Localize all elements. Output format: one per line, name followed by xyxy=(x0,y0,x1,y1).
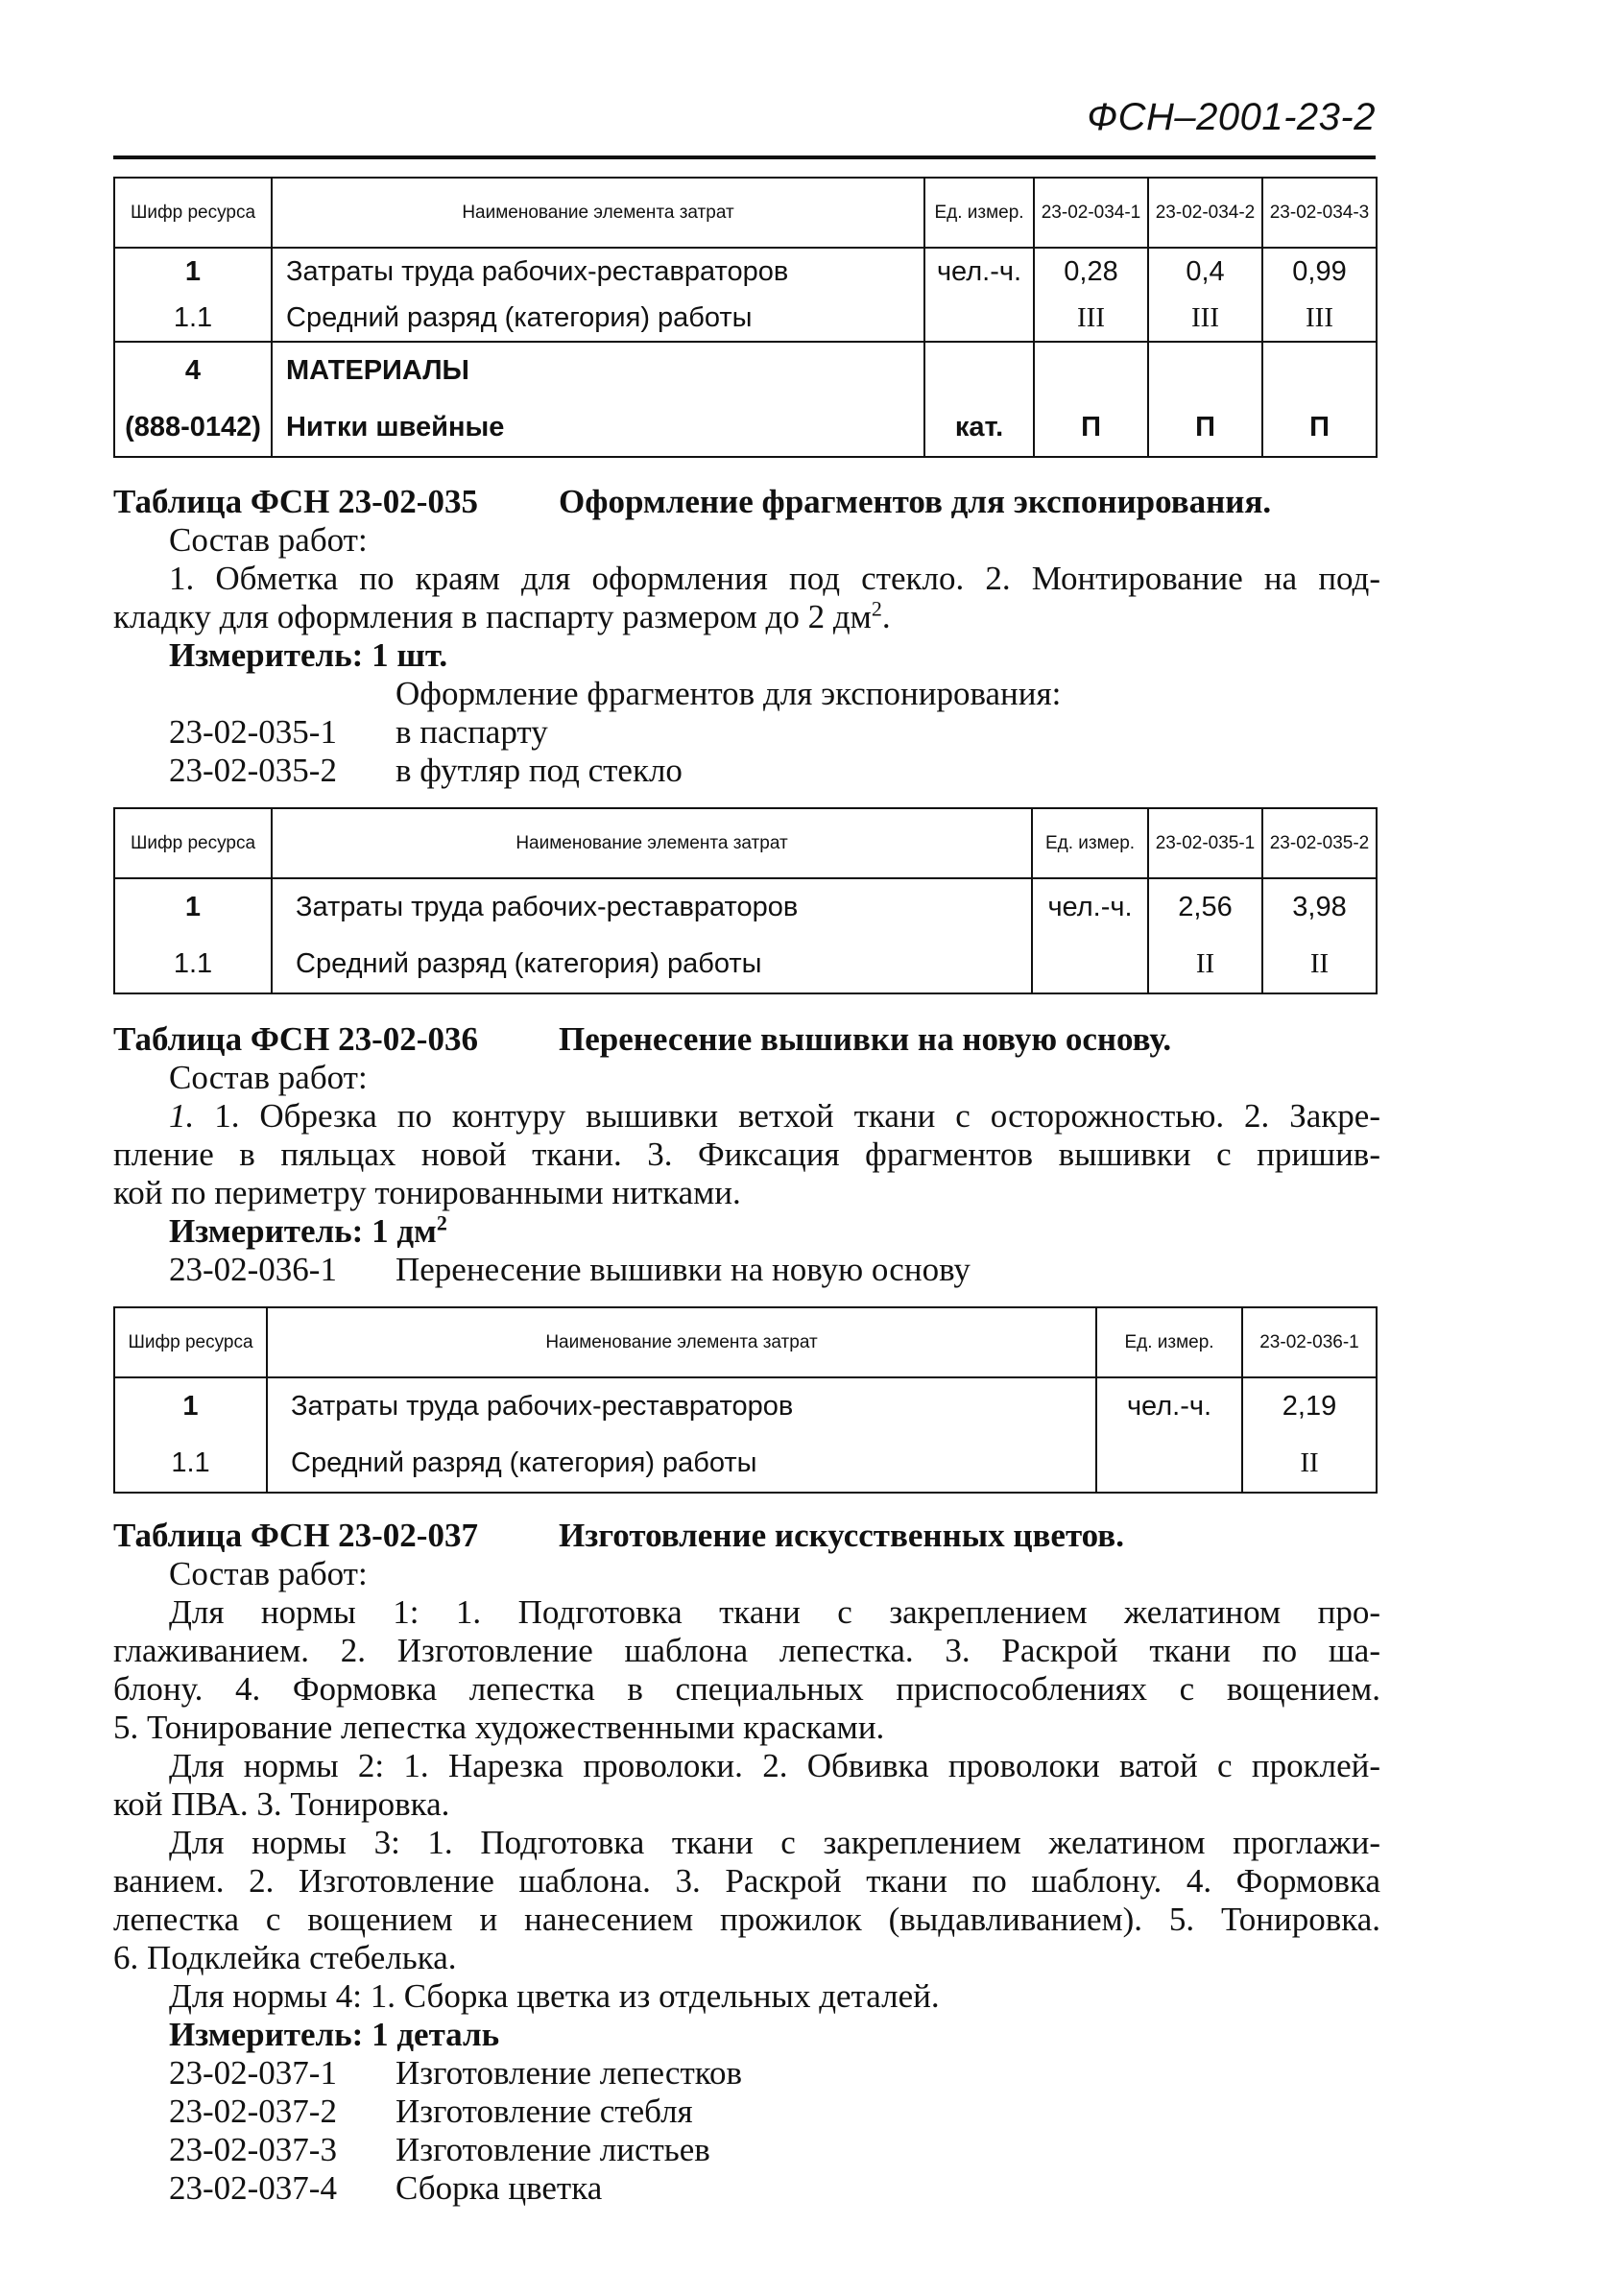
measure: Измеритель: 1 деталь xyxy=(169,2016,500,2053)
cell-code: 1 xyxy=(114,1377,267,1435)
col-header-code: Шифр ресурса xyxy=(114,1307,267,1377)
table-heading: Изготовление искусственных цветов. xyxy=(559,1517,1124,1554)
cell-code: 1 xyxy=(114,248,272,295)
cell-value: III xyxy=(1262,295,1377,342)
col-header-code: Шифр ресурса xyxy=(114,808,272,878)
cell-unit: чел.-ч. xyxy=(1096,1377,1242,1435)
norm-code: 23-02-035-1 xyxy=(169,713,337,751)
section-035 xyxy=(113,483,1380,790)
table-row xyxy=(114,878,1377,936)
norm-code: 23-02-037-4 xyxy=(169,2169,337,2207)
norm-text: Перенесение вышивки на новую основу xyxy=(396,1251,971,1288)
norm-item xyxy=(113,2131,1380,2169)
cell-code: (888-0142) xyxy=(114,399,272,457)
table-heading: Оформление фрагментов для экспонирования. xyxy=(559,483,1272,520)
superscript: 2 xyxy=(436,1210,447,1235)
cell-value: П xyxy=(1262,399,1377,457)
items-heading: Оформление фрагментов для экспонирования: xyxy=(396,675,1062,712)
cell-unit: чел.-ч. xyxy=(1032,878,1148,936)
col-header-code: Шифр ресурса xyxy=(114,178,272,248)
table-row xyxy=(114,399,1377,457)
col-header-norm: 23-02-034-3 xyxy=(1262,178,1377,248)
col-header-norm: 23-02-034-2 xyxy=(1148,178,1262,248)
cell-unit xyxy=(924,295,1034,342)
cell-value: III xyxy=(1034,295,1148,342)
norm-text: Изготовление листьев xyxy=(396,2131,710,2168)
table-row xyxy=(114,295,1377,342)
works-line: 1. Обметка по краям для оформления под стекло. 2. Монтирование на под- xyxy=(169,560,1380,597)
norm-text: в футляр под стекло xyxy=(396,752,683,789)
cell-name: Средний разряд (категория) работы xyxy=(267,1435,1096,1493)
superscript: 2 xyxy=(871,596,882,621)
cell-code: 1.1 xyxy=(114,936,272,993)
norm-item xyxy=(113,2169,1380,2208)
table-title xyxy=(113,483,1380,521)
norm-code: 23-02-037-3 xyxy=(169,2131,337,2168)
cell-value: П xyxy=(1034,399,1148,457)
norm-item xyxy=(113,713,1380,752)
works-line: Для нормы 2: 1. Нарезка проволоки. 2. Обвивка проволоки ватой с проклей- xyxy=(169,1747,1380,1784)
cell-unit: чел.-ч. xyxy=(924,248,1034,295)
norm-item xyxy=(113,2093,1380,2131)
col-header-norm: 23-02-036-1 xyxy=(1242,1307,1377,1377)
table-code: Таблица ФСН 23-02-037 xyxy=(113,1517,478,1554)
works-line: 5. Тонирование лепестка художественными красками. xyxy=(113,1709,885,1746)
cell-name: Затраты труда рабочих-реставраторов xyxy=(267,1377,1096,1435)
works-line: кой по периметру тонированными нитками. xyxy=(113,1174,741,1211)
table-row xyxy=(114,1435,1377,1493)
col-header-norm: 23-02-035-1 xyxy=(1148,808,1262,878)
works-line: лепестка с вощением и нанесением прожилок (выдавливанием). 5. Тонировка. xyxy=(113,1901,1380,1938)
cell-value: 2,56 xyxy=(1148,878,1262,936)
cell-unit xyxy=(1032,936,1148,993)
col-header-norm: 23-02-034-1 xyxy=(1034,178,1148,248)
measure: Измеритель: 1 шт. xyxy=(169,636,448,674)
cell-code: 1 xyxy=(114,878,272,936)
works-line: 6. Подклейка стебелька. xyxy=(113,1939,457,1976)
works-line-text: кладку для оформления в паспарту размером до 2 дм xyxy=(113,598,872,635)
table-row xyxy=(114,342,1377,399)
col-header-unit: Ед. измер. xyxy=(924,178,1034,248)
works-line: глаживанием. 2. Изготовление шаблона лепестка. 3. Раскрой ткани по ша- xyxy=(113,1632,1380,1669)
table-036 xyxy=(113,1306,1378,1494)
works-line: Для нормы 3: 1. Подготовка ткани с закреплением желатином проглажи- xyxy=(169,1824,1380,1861)
cell-code: 4 xyxy=(114,342,272,399)
cell-unit xyxy=(1096,1435,1242,1493)
cell-name: Затраты труда рабочих-реставраторов xyxy=(272,248,924,295)
table-heading: Перенесение вышивки на новую основу. xyxy=(559,1020,1172,1058)
norm-text: в паспарту xyxy=(396,713,548,751)
cell-value: II xyxy=(1148,936,1262,993)
col-header-unit: Ед. измер. xyxy=(1096,1307,1242,1377)
document-code: ФСН–2001-23-2 xyxy=(1087,96,1376,138)
norm-text: Изготовление лепестков xyxy=(396,2054,742,2092)
works-label: Состав работ: xyxy=(169,1555,368,1592)
measure xyxy=(113,1212,1380,1251)
cell-value: III xyxy=(1148,295,1262,342)
table-035 xyxy=(113,807,1378,994)
cell-value: 0,4 xyxy=(1148,248,1262,295)
norm-text: Изготовление стебля xyxy=(396,2093,693,2130)
table-header-row xyxy=(114,178,1377,248)
norm-code: 23-02-037-1 xyxy=(169,2054,337,2092)
cell-value xyxy=(1262,342,1377,399)
table-034 xyxy=(113,177,1378,458)
norm-code: 23-02-036-1 xyxy=(169,1251,337,1288)
norm-code: 23-02-037-2 xyxy=(169,2093,337,2130)
header-rule xyxy=(113,155,1376,159)
col-header-name: Наименование элемента затрат xyxy=(272,808,1032,878)
cell-value: 0,99 xyxy=(1262,248,1377,295)
norm-text: Сборка цветка xyxy=(396,2169,603,2207)
section-037 xyxy=(113,1517,1380,2208)
works-line: 1. 1. Обрезка по контуру вышивки ветхой ткани с осторожностью. 2. Закре- xyxy=(169,1097,1380,1135)
table-row xyxy=(114,1377,1377,1435)
norm-item xyxy=(113,752,1380,790)
works-line-end: . xyxy=(881,598,891,635)
cell-name: Средний разряд (категория) работы xyxy=(272,936,1032,993)
cell-unit xyxy=(924,342,1034,399)
cell-value xyxy=(1148,342,1262,399)
cell-name: МАТЕРИАЛЫ xyxy=(272,342,924,399)
cell-value: 0,28 xyxy=(1034,248,1148,295)
col-header-norm: 23-02-035-2 xyxy=(1262,808,1377,878)
works-line: блону. 4. Формовка лепестка в специальных приспособлениях с вощением. xyxy=(113,1670,1380,1708)
norm-item xyxy=(113,2054,1380,2093)
cell-unit: кат. xyxy=(924,399,1034,457)
works-line: Для нормы 1: 1. Подготовка ткани с закреплением желатином про- xyxy=(169,1593,1380,1631)
col-header-name: Наименование элемента затрат xyxy=(272,178,924,248)
norm-code: 23-02-035-2 xyxy=(169,752,337,789)
col-header-unit: Ед. измер. xyxy=(1032,808,1148,878)
table-code: Таблица ФСН 23-02-036 xyxy=(113,1020,478,1058)
cell-name: Затраты труда рабочих-реставраторов xyxy=(272,878,1032,936)
measure-text: Измеритель: 1 дм xyxy=(169,1212,437,1250)
table-row xyxy=(114,248,1377,295)
cell-value: II xyxy=(1242,1435,1377,1493)
table-code: Таблица ФСН 23-02-035 xyxy=(113,483,478,520)
works-line: ванием. 2. Изготовление шаблона. 3. Раскрой ткани по шаблону. 4. Формовка xyxy=(113,1862,1380,1900)
cell-value: П xyxy=(1148,399,1262,457)
table-title xyxy=(113,1517,1380,1555)
works-line xyxy=(113,598,1380,636)
cell-code: 1.1 xyxy=(114,1435,267,1493)
cell-value: II xyxy=(1262,936,1377,993)
works-label: Состав работ: xyxy=(169,1059,368,1096)
works-line: пление в пяльцах новой ткани. 3. Фиксация фрагментов вышивки с пришив- xyxy=(113,1136,1380,1173)
cell-value: 3,98 xyxy=(1262,878,1377,936)
works-line: Для нормы 4: 1. Сборка цветка из отдельных деталей. xyxy=(169,1977,940,2015)
norm-item xyxy=(113,1251,1380,1289)
works-label: Состав работ: xyxy=(169,521,368,559)
table-row xyxy=(114,936,1377,993)
cell-code: 1.1 xyxy=(114,295,272,342)
cell-name: Нитки швейные xyxy=(272,399,924,457)
table-title xyxy=(113,1020,1380,1059)
cell-name: Средний разряд (категория) работы xyxy=(272,295,924,342)
section-036 xyxy=(113,1020,1380,1289)
table-header-row xyxy=(114,808,1377,878)
cell-value: 2,19 xyxy=(1242,1377,1377,1435)
cell-value xyxy=(1034,342,1148,399)
table-header-row xyxy=(114,1307,1377,1377)
col-header-name: Наименование элемента затрат xyxy=(267,1307,1096,1377)
works-line: кой ПВА. 3. Тонировка. xyxy=(113,1785,450,1823)
